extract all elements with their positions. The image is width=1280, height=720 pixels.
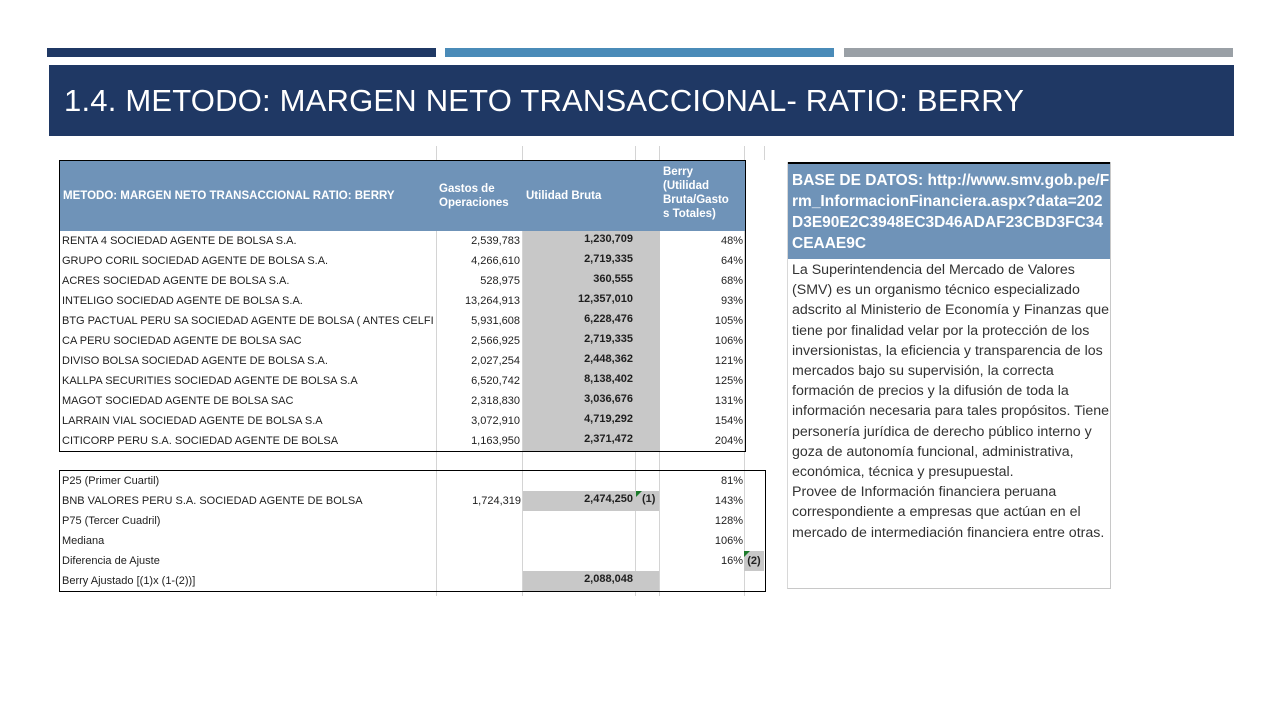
company-name: RENTA 4 SOCIEDAD AGENTE DE BOLSA S.A. (62, 235, 297, 247)
database-info-box (787, 162, 1111, 589)
company-name: INTELIGO SOCIEDAD AGENTE DE BOLSA S.A. (62, 295, 303, 307)
table-row (60, 391, 745, 411)
header-gastos-line2: Operaciones (439, 197, 509, 209)
table-row (60, 251, 745, 271)
ajustado-label: Berry Ajustado [(1)x (1-(2))] (62, 575, 196, 587)
gastos-value: 5,931,608 (471, 315, 520, 327)
utilidad-value: 2,371,472 (584, 433, 633, 445)
comparables-table (59, 160, 746, 452)
table-row (60, 351, 745, 371)
database-heading-box (788, 162, 1110, 259)
bnb-berry: 143% (714, 495, 743, 507)
utilidad-value: 3,036,676 (584, 393, 633, 405)
table-body (60, 231, 745, 451)
summary-table (59, 470, 766, 592)
utilidad-value: 2,719,335 (584, 333, 633, 345)
p25-row (60, 471, 765, 491)
gastos-value: 6,520,742 (471, 375, 520, 387)
p25-value: 81% (720, 475, 743, 487)
bnb-row (60, 491, 765, 511)
company-name: LARRAIN VIAL SOCIEDAD AGENTE DE BOLSA S.A (62, 415, 323, 427)
bnb-gastos: 1,724,319 (472, 495, 521, 507)
diferencia-row (60, 551, 765, 571)
bnb-utilidad: 2,474,250 (584, 493, 633, 505)
mediana-value: 106% (714, 535, 743, 547)
gastos-value: 528,975 (480, 275, 520, 287)
gastos-value: 2,318,830 (471, 395, 520, 407)
ajustado-value: 2,088,048 (584, 573, 633, 585)
accent-bar-blue (445, 48, 834, 57)
ajustado-row (60, 571, 765, 591)
company-name: CITICORP PERU S.A. SOCIEDAD AGENTE DE BOLSA (62, 435, 339, 447)
utilidad-value: 360,555 (593, 273, 633, 285)
table-header (60, 161, 745, 231)
table-row (60, 411, 745, 431)
table-row (60, 231, 745, 251)
berry-value: 64% (720, 255, 743, 267)
berry-value: 131% (714, 395, 743, 407)
bnb-label: BNB VALORES PERU S.A. SOCIEDAD AGENTE DE BOLSA (62, 495, 363, 507)
utilidad-value: 6,228,476 (584, 313, 633, 325)
p75-value: 128% (714, 515, 743, 527)
title-banner (49, 65, 1234, 136)
berry-value: 121% (714, 355, 743, 367)
gastos-value: 13,264,913 (464, 295, 520, 307)
gastos-value: 3,072,910 (471, 415, 520, 427)
header-berry-line1: Berry (663, 166, 694, 178)
mediana-label: Mediana (62, 535, 105, 547)
berry-value: 125% (714, 375, 743, 387)
gastos-value: 2,539,783 (471, 235, 520, 247)
berry-value: 68% (720, 275, 743, 287)
company-name: ACRES SOCIEDAD AGENTE DE BOLSA S.A. (62, 275, 290, 287)
table-row (60, 291, 745, 311)
database-description (792, 260, 1110, 543)
utilidad-value: 2,448,362 (584, 353, 633, 365)
utilidad-value: 2,719,335 (584, 253, 633, 265)
comment-marker-icon (744, 551, 750, 557)
company-name: KALLPA SECURITIES SOCIEDAD AGENTE DE BOLSA S.A (62, 375, 358, 387)
header-utilidad: Utilidad Bruta (526, 190, 602, 202)
berry-value: 154% (714, 415, 743, 427)
ref-2: (2) (747, 555, 761, 567)
berry-value: 106% (714, 335, 743, 347)
header-gastos-line1: Gastos de (439, 183, 495, 195)
berry-value: 93% (720, 295, 743, 307)
description-paragraph-2: Provee de Información financiera peruana correspondiente a empresas que actúan en el mercado de intermediación financiera entre otras. (792, 484, 1105, 541)
berry-value: 204% (714, 435, 743, 447)
header-metodo: METODO: MARGEN NETO TRANSACCIONAL RATIO: BERRY (63, 190, 395, 202)
column-guide (764, 146, 765, 160)
header-berry-line4: s Totales) (663, 208, 716, 220)
company-name: BTG PACTUAL PERU SA SOCIEDAD AGENTE DE BOLSA ( ANTES CELFI (62, 315, 434, 327)
diferencia-value: 16% (720, 555, 743, 567)
table-row (60, 271, 745, 291)
header-berry-line2: (Utilidad (663, 180, 709, 192)
p25-label: P25 (Primer Cuartil) (62, 475, 160, 487)
gastos-value: 2,566,925 (471, 335, 520, 347)
company-name: MAGOT SOCIEDAD AGENTE DE BOLSA SAC (62, 395, 294, 407)
slide-title: 1.4. METODO: MARGEN NETO TRANSACCIONAL- RATIO: BERRY (64, 83, 1025, 118)
gastos-value: 4,266,610 (471, 255, 520, 267)
accent-bar-navy (47, 48, 436, 57)
utilidad-value: 4,719,292 (584, 413, 633, 425)
table-row (60, 371, 745, 391)
table-row (60, 431, 745, 451)
ref-1: (1) (642, 493, 656, 505)
company-name: CA PERU SOCIEDAD AGENTE DE BOLSA SAC (62, 335, 302, 347)
berry-value: 105% (714, 315, 743, 327)
p75-label: P75 (Tercer Cuadril) (62, 515, 161, 527)
berry-value: 48% (720, 235, 743, 247)
company-name: DIVISO BOLSA SOCIEDAD AGENTE DE BOLSA S.A. (62, 355, 328, 367)
gastos-value: 1,163,950 (471, 435, 520, 447)
p75-row (60, 511, 765, 531)
utilidad-value: 8,138,402 (584, 373, 633, 385)
company-name: GRUPO CORIL SOCIEDAD AGENTE DE BOLSA S.A. (62, 255, 329, 267)
table-row (60, 331, 745, 351)
description-paragraph-1: La Superintendencia del Mercado de Valores (SMV) es un organismo técnico especializado adscrito al Ministerio de Economía y Finanzas que tiene por finalidad velar por la protección de los inversionistas, la eficiencia y transparencia de los mercados bajo su supervisión, la correcta formación de precios y la difusión de toda la información necesaria para tales propósitos. Tiene personería jurídica de derecho público interno y goza de autonomía funcional, administrativa, económica, técnica y presupuestal. (792, 262, 1110, 481)
accent-bar-gray (844, 48, 1233, 57)
utilidad-value: 12,357,010 (577, 293, 633, 305)
database-heading: BASE DE DATOS: http://www.smv.gob.pe/Frm_InformacionFinanciera.aspx?data=202D3E90E2C3948EC3D46ADAF23CBD3FC34CEAAE9C (792, 172, 1110, 252)
mediana-row (60, 531, 765, 551)
utilidad-value: 1,230,709 (584, 233, 633, 245)
table-row (60, 311, 745, 331)
gastos-value: 2,027,254 (471, 355, 520, 367)
header-berry-line3: Bruta/Gasto (663, 194, 729, 206)
diferencia-label: Diferencia de Ajuste (62, 555, 160, 567)
